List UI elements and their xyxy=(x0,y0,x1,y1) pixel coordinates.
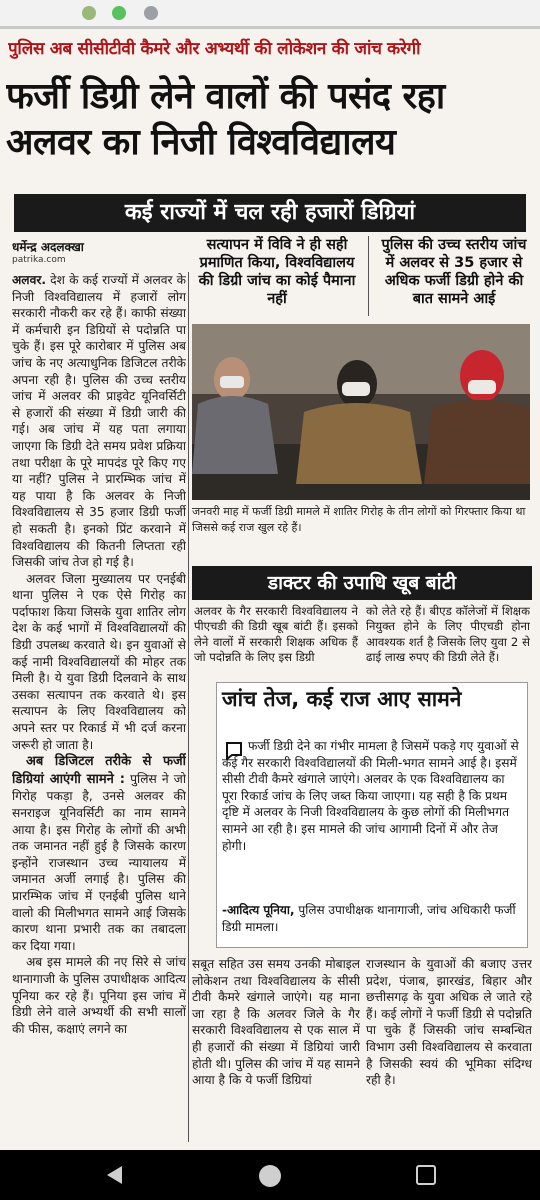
byline-name: धर्मेन्द्र अदलक्खा xyxy=(12,240,84,254)
headline-line-1: फर्जी डिग्री लेने वालों की पसंद रहा xyxy=(6,76,445,117)
newspaper-clipping[interactable] xyxy=(0,30,540,1150)
navigation-bar xyxy=(0,1150,540,1200)
quote-sig-role: पुलिस उपाधीक्षक थानागाजी, जांच अधिकारी फर्जी डिग्री मामला। xyxy=(222,903,516,934)
doctor-column-1: अलवर के गैर सरकारी विश्वविद्यालय ने पीएचडी की डिग्री खूब बांटी हैं। इसको लेने वालों में सरकारी शिक्षक अधिक हैं जो पदोन्नति के लिए इस डिग्री xyxy=(194,604,358,665)
bottom-column-2: राजस्थान के युवाओं की बजाए उत्तर प्रदेश, पंजाब, झारखंड, बिहार और छत्तीसगढ़ के युवा अधिक ले जाते रहे हैं। कई लोगों ने फर्जी डिग्री से पदोन्नति पा चुके हैं जिसकी जांच सम्बन्धित विभाग उसी विश्वविद्यालय से करवाता है जिसकी स्वयं की भूमिका संदिग्ध रही है। xyxy=(366,957,532,1088)
home-icon[interactable] xyxy=(259,1165,281,1187)
headline xyxy=(6,74,534,166)
status-bar xyxy=(0,0,540,30)
recents-icon[interactable] xyxy=(416,1165,436,1185)
dateline: अलवर. xyxy=(12,273,46,287)
notification-icon xyxy=(82,6,96,20)
headline-line-2: अलवर का निजी विश्वविद्यालय xyxy=(6,122,396,163)
pullquote-left: सत्यापन में विवि ने ही सही प्रमाणित किया, विश्वविद्यालय की डिग्री जांच का कोई पैमाना नहीं xyxy=(198,237,356,307)
back-icon[interactable] xyxy=(104,1164,124,1186)
photo-caption: जनवरी माह में फर्जी डिग्री मामले में शातिर गिरोह के तीन लोगों को गिरफ्तार किया था जिससे कई राज खुल रहे हैं। xyxy=(192,505,526,534)
bottom-column-1: सबूत सहित उस समय उनकी मोबाइल लोकेशन तथा विश्वविद्यालय के सीसी टीवी कैमरे खंगाले जाएंगे। यह माना जा रहा है कि अलवर जिले के गैर सरकारी विश्वविद्यालय से एक साल में ही हजारों की संख्या में डिग्रियां जारी होती थी। पुलिस की जांच में यह सामने आया है कि ये फर्जी डिग्रियां xyxy=(192,957,360,1088)
body-paragraph: देश के कई राज्यों में अलवर के निजी विश्वविद्यालय में हजारों लोग सरकारी नौकरी कर रहे हैं। काफी संख्या में कर्मचारी इन डिग्रियों से पदोन्नति पा चुके हैं। इस पूरे कारोबार में पुलिस अब जांच के नए अत्याधुनिक डिजिटल तरीके अपना रही है। पुलिस की उच्च स्तरीय जांच में अलवर की प्राइवेट यूनिवर्सिटी से हजारों की संख्या में डिग्री जारी की गई। अब जांच में यह पता लगाया जाएगा कि डिग्री देते समय प्रवेश प्रक्रिया तथा परीक्षा के पूरे मापदंड पूरे किए गए या नहीं? पुलिस ने प्रारम्भिक जांच में यह पाया है कि अलवर के निजी विश्वविद्यालय से 35 हजार डिग्री फर्जी हो सकती है। इनको प्रिंट करवाने में विश्वविद्यालय की कितनी लिप्तता रही जिसकी जांच तेज हो गई है। xyxy=(12,273,186,570)
byline xyxy=(12,238,182,265)
whatsapp-icon xyxy=(112,6,126,20)
byline-site: patrika.com xyxy=(12,255,66,265)
body-paragraph: पुलिस ने जो गिरोह पकड़ा है, उनसे अलवर की सनराइज यूनिवर्सिटी का नाम सामने आया है। इस गिरोह के लोगों की अभी तक जमानत नहीं हुई है जिसके कारण इन्होंने राजस्थान उच्च न्यायालय में जमानत अर्जी लगाई है। पुलिस की प्रारम्भिक जांच में एनईबी पुलिस थाने वालो की मिलीभगत सामने आई जिसके कारण थाना प्रभारी तक का तबादला कर दिया गया। xyxy=(12,771,186,953)
pullquote-right: पुलिस की उच्च स्तरीय जांच में अलवर से 35 हजार से अधिक फर्जी डिग्री होने की बात सामने आई xyxy=(381,237,527,307)
kicker: पुलिस अब सीसीटीवी कैमरे और अभ्यर्थी की लोकेशन की जांच करेगी xyxy=(8,39,421,59)
box-heading: जांच तेज, कई राज आए सामने xyxy=(222,687,462,711)
notification-icon xyxy=(144,6,158,20)
quote-sig-name: -आदित्य पूनिया, xyxy=(222,903,295,917)
body-subheading: अब डिजिटल तरीके से फर्जी डिग्रियां आएंगी सामने : xyxy=(12,754,186,787)
body-column-left xyxy=(12,272,186,1142)
body-paragraph: अलवर जिला मुख्यालय पर एनईबी थाना पुलिस ने एक ऐसे गिरोह का पर्दाफाश किया जिसके युवा शातिर लोग देश के कई भागों में विश्वविद्यालयों की डिग्री उपलब्ध करवाते थे। इन युवाओं से कई नामी विश्वविद्यालयों की मोहर तक मिली है। ये युवा डिग्री दिलवाने के साथ उसका सत्यापन तक करवाते थे। इस सत्यापन के लिए विश्वविद्यालय को अपने स्तर पर रिकार्ड में भी दर्ज करना जरूरी हो जाता है। xyxy=(12,571,186,752)
news-photo xyxy=(192,324,530,500)
quote-body: फर्जी डिग्री देने का गंभीर मामला है जिसमें पकड़े गए युवाओं से कई गैर सरकारी विश्वविद्यालयों की मिली-भगत सामने आई है। इसमें सीसी टीवी कैमरे खंगाले जाएंगे। अलवर के एक विश्वविद्यालय का पूरा रिकार्ड जांच के लिए जब्त किया जाएगा। यह सही है कि प्रथम दृष्टि में अलवर के निजी विश्वविद्यालय के कुछ लोगों की मिलीभगत सामने आ रही है। इस मामले की जांच आगामी दिनों में और तेज होगी। xyxy=(222,739,519,853)
subheadline: कई राज्यों में चल रही हजारों डिग्रियां xyxy=(14,194,526,232)
body-paragraph: अब इस मामले की नए सिरे से जांच थानागाजी के पुलिस उपाधीक्षक आदित्य पूनिया कर रहे हैं। पूनिया इस जांच में डिग्री लेने वाले अभ्यर्थी की सभी सालों की फीस, कक्षाएं लगने का xyxy=(12,955,186,1036)
quote-text xyxy=(222,738,522,854)
section-heading: डाक्टर की उपाधि खूब बांटी xyxy=(192,566,532,600)
doctor-column-2: को लेते रहे हैं। बीएड कॉलेजों में शिक्षक नियुक्त होने के लिए पीएचडी होना आवश्यक शर्त है जिसके लिए युवा 2 से ढाई लाख रुपए की डिग्री लेते हैं। xyxy=(366,604,530,665)
quote-signature xyxy=(222,902,526,936)
